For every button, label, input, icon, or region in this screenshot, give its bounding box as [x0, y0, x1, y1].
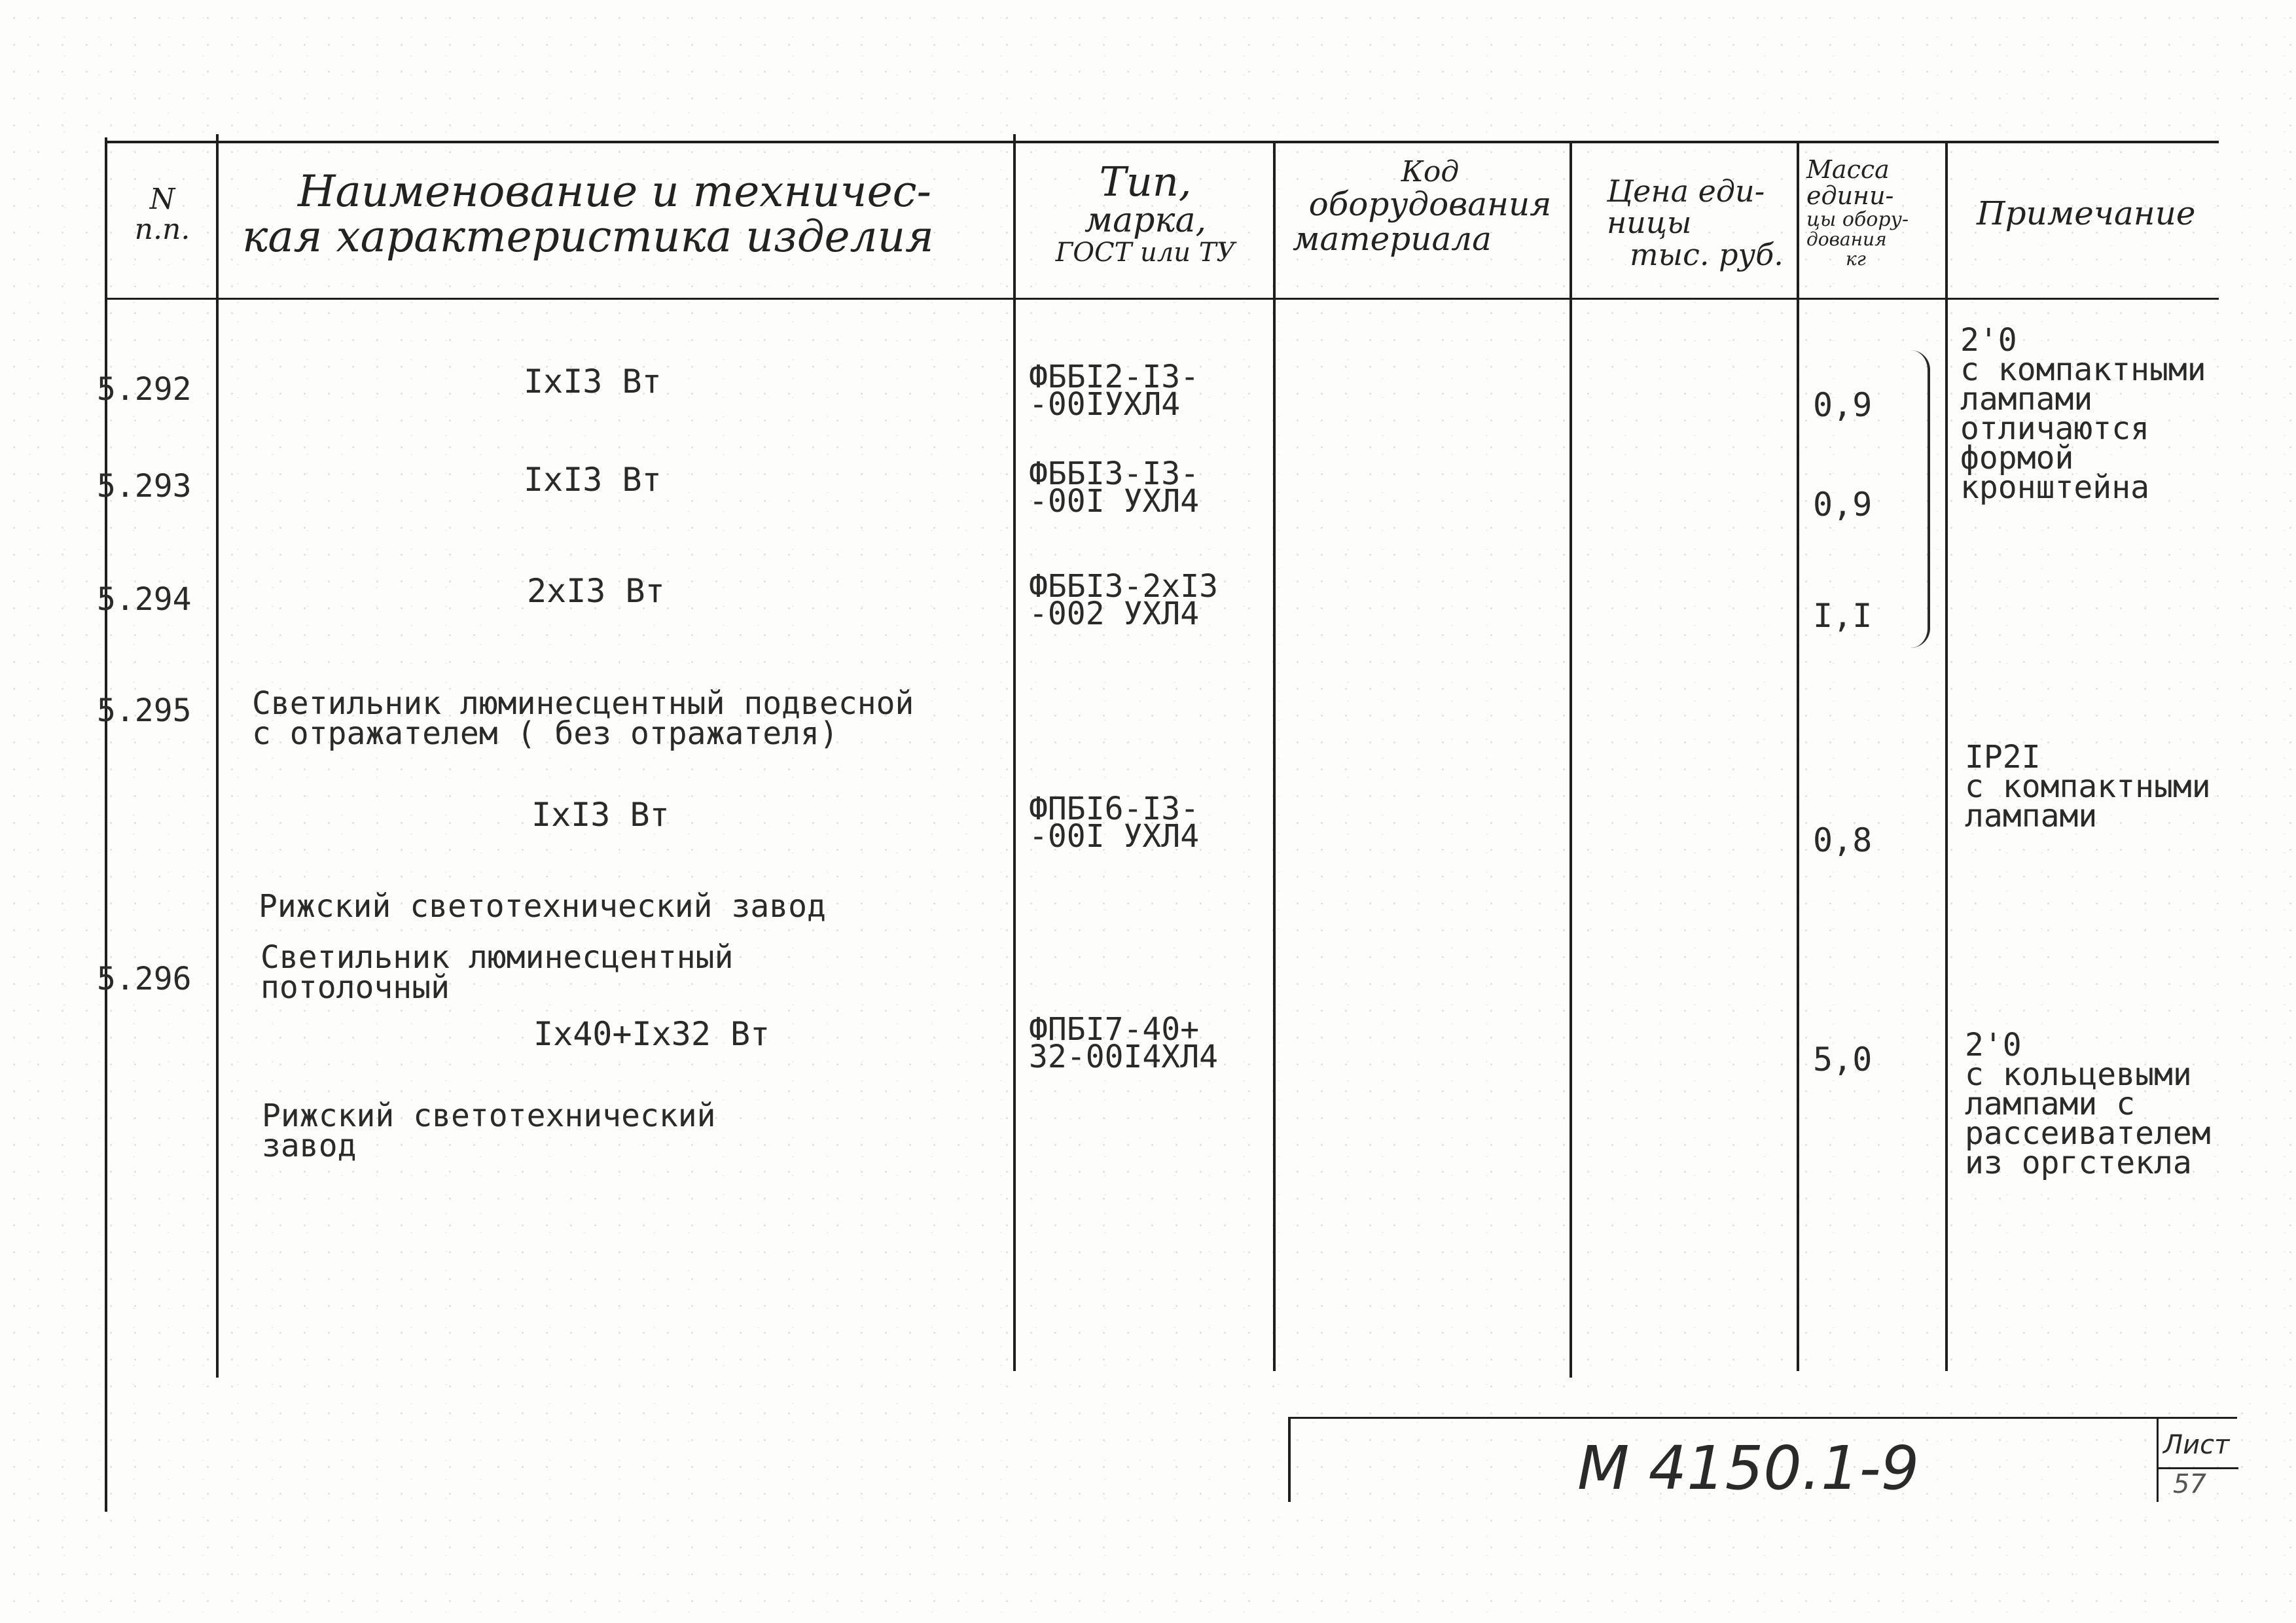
- col-border-price: [1797, 141, 1799, 1371]
- row-name-5296: Светильник люминесцентный потолочный: [260, 939, 734, 1006]
- row-mass-5293: 0,9: [1813, 486, 1873, 524]
- row-name-5295: Светильник люминесцентный подвесной с отражателем ( без отражателя): [252, 685, 914, 752]
- note-ip21-compact: IP2I с компактными лампами: [1965, 739, 2211, 834]
- row-num-5292: 5.292: [97, 371, 192, 408]
- row-type-5293: ФББI3-I3- -00I УХЛ4: [1029, 455, 1200, 520]
- row-name-5296-variant: Ix40+Ix32 Вт: [533, 1015, 770, 1053]
- header-code: Код оборудования материала: [1293, 155, 1552, 258]
- row-name-5294: 2xI3 Вт: [527, 572, 665, 610]
- col-border-num: [216, 134, 219, 1378]
- note-compact-lamps-bracket: 2'0 с компактными лампами отличаются формой кронштейна: [1960, 322, 2206, 506]
- row-name-5292: IxI3 Вт: [524, 363, 662, 401]
- row-type-5295: ФПБI6-I3- -00I УХЛ4: [1029, 791, 1200, 855]
- header-mass: Масса едини- цы обору- дования кг: [1806, 155, 1909, 270]
- row-name-5295-variant: IxI3 Вт: [531, 796, 670, 834]
- row-num-5294: 5.294: [97, 581, 192, 618]
- row-num-5296: 5.296: [97, 961, 192, 997]
- col-border-code: [1570, 141, 1572, 1378]
- document-code: М 4150.1-9: [1577, 1433, 1920, 1503]
- col-border-name: [1013, 134, 1016, 1371]
- col-border-left: [105, 137, 107, 1512]
- table-top-border: [105, 141, 2219, 143]
- row-num-5295: 5.295: [97, 692, 192, 729]
- col-border-mass: [1945, 141, 1948, 1371]
- group-brace: [1908, 350, 1930, 648]
- row-num-5293: 5.293: [97, 468, 192, 505]
- row-manufacturer-1: Рижский светотехнический завод: [259, 888, 826, 925]
- header-type: Тип, марка, ГОСТ или ТУ: [1055, 158, 1236, 268]
- stamp-top-border: [1288, 1417, 2237, 1419]
- row-mass-5292: 0,9: [1813, 386, 1873, 424]
- row-name-5293: IxI3 Вт: [524, 461, 662, 499]
- row-mass-5296: 5,0: [1813, 1041, 1873, 1079]
- header-num: N п.п.: [134, 183, 190, 247]
- header-price: Цена еди- ницы тыс. руб.: [1607, 173, 1784, 272]
- row-type-5294: ФББI3-2xI3 -002 УХЛ4: [1029, 568, 1218, 632]
- header-name: Наименование и техничес- кая характеристика изделия: [242, 166, 934, 262]
- note-ring-lamps: 2'0 с кольцевыми лампами с рассеивателем из оргстекла: [1965, 1027, 2211, 1181]
- row-mass-5294: I,I: [1813, 597, 1873, 635]
- stamp-left-border: [1288, 1417, 1291, 1502]
- stamp-sheet-border: [2157, 1417, 2159, 1502]
- row-manufacturer-2: Рижский светотехнический завод: [262, 1097, 716, 1164]
- header-note: Примечание: [1977, 194, 2196, 232]
- row-type-5292: ФББI2-I3- -00IУХЛ4: [1029, 359, 1200, 423]
- row-mass-5295: 0,8: [1813, 821, 1873, 859]
- sheet-label: Лист: [2163, 1430, 2230, 1460]
- row-type-5296: ФПБI7-40+ 32-00I4ХЛ4: [1029, 1011, 1218, 1075]
- col-border-type: [1273, 141, 1276, 1371]
- sheet-number: 57: [2173, 1469, 2206, 1499]
- header-bottom-border: [105, 298, 2219, 300]
